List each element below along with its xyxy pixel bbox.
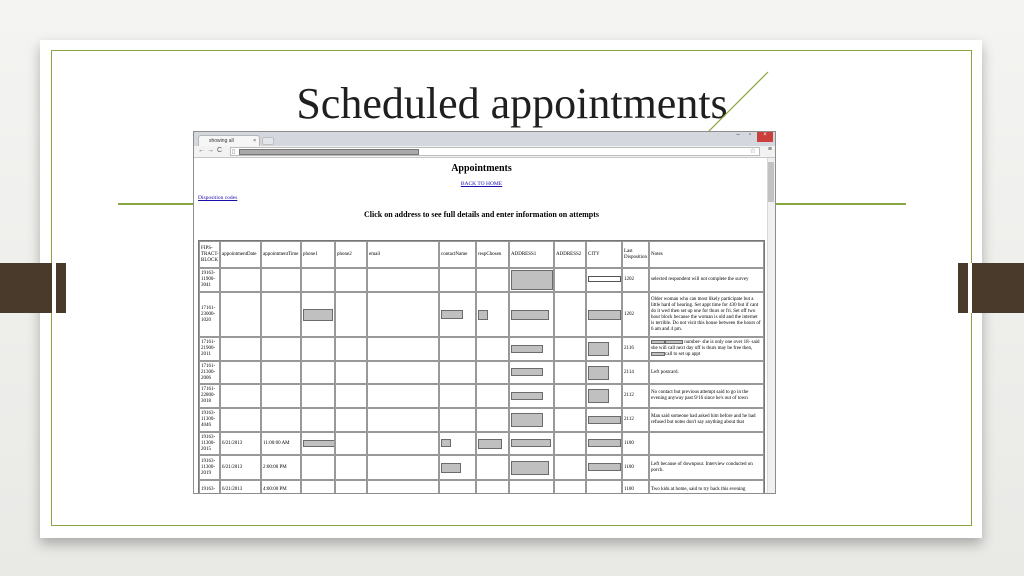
table-row	[199, 337, 764, 361]
browser-tab-bar	[194, 132, 775, 146]
email-cell	[367, 268, 439, 292]
scrollbar-thumb[interactable]	[768, 162, 774, 202]
fips-cell: 17161-21300-2006	[199, 361, 220, 384]
redacted-phone	[303, 440, 335, 447]
fips-cell: 19163-11900-3041	[199, 268, 220, 292]
back-arrow-icon[interactable]: ←	[198, 147, 205, 154]
phone2-cell	[335, 480, 367, 494]
disposition-codes-link[interactable]: Disposition codes	[198, 195, 238, 201]
phone2-cell	[335, 455, 367, 480]
contact-name-cell	[439, 268, 476, 292]
phone1-cell	[301, 432, 335, 455]
page-scrollbar[interactable]	[767, 158, 775, 494]
date-cell	[220, 408, 261, 432]
tab-close-icon[interactable]: ×	[253, 138, 256, 144]
disposition-cell: 1202	[622, 268, 649, 292]
phone2-cell	[335, 408, 367, 432]
phone1-cell	[301, 268, 335, 292]
back-to-home-link[interactable]: BACK TO HOME	[460, 181, 503, 187]
column-header: appointmentDate	[220, 241, 261, 268]
table-row	[199, 292, 764, 337]
column-header: contactName	[439, 241, 476, 268]
notes-cell: Left postcard.	[649, 361, 764, 384]
fips-cell: 17161-22800-3018	[199, 384, 220, 408]
redacted-city	[588, 276, 621, 282]
right-side-tab	[958, 263, 1024, 313]
city-cell	[586, 455, 622, 480]
resp-chosen-cell	[476, 480, 509, 494]
redacted-resp	[478, 310, 488, 320]
email-cell	[367, 361, 439, 384]
city-cell	[586, 268, 622, 292]
city-cell	[586, 361, 622, 384]
address1-cell[interactable]	[509, 480, 554, 494]
date-cell: 6/21/2013	[220, 432, 261, 455]
date-cell: 6/21/2013	[220, 455, 261, 480]
email-cell	[367, 292, 439, 337]
city-cell	[586, 337, 622, 361]
disposition-cell: 1100	[622, 480, 649, 494]
time-cell	[261, 384, 301, 408]
address2-cell	[554, 337, 586, 361]
email-cell	[367, 480, 439, 494]
page-heading: Appointments	[451, 163, 512, 174]
resp-chosen-cell	[476, 268, 509, 292]
browser-toolbar	[194, 146, 775, 158]
left-accent-line	[118, 203, 194, 205]
address2-cell	[554, 455, 586, 480]
redacted-city	[588, 463, 621, 471]
phone2-cell	[335, 268, 367, 292]
date-cell	[220, 292, 261, 337]
disposition-cell: 2112	[622, 408, 649, 432]
phone1-cell	[301, 384, 335, 408]
notes-cell: Left because of downpour. Interview conducted on porch.	[649, 455, 764, 480]
address2-cell	[554, 268, 586, 292]
redacted-contact	[441, 310, 463, 319]
minimize-icon[interactable]: –	[736, 132, 740, 138]
disposition-cell: 1202	[622, 292, 649, 337]
address1-cell[interactable]	[509, 384, 554, 408]
phone1-cell	[301, 361, 335, 384]
disposition-cell: 2112	[622, 384, 649, 408]
table-header-row	[199, 241, 764, 268]
column-header: ADDRESS2	[554, 241, 586, 268]
city-cell	[586, 432, 622, 455]
city-cell	[586, 292, 622, 337]
redacted-city	[588, 439, 621, 447]
address2-cell	[554, 408, 586, 432]
redacted-resp	[478, 439, 502, 449]
web-page	[194, 158, 775, 494]
phone2-cell	[335, 432, 367, 455]
time-cell	[261, 337, 301, 361]
redacted-url	[239, 149, 419, 155]
email-cell	[367, 408, 439, 432]
email-cell	[367, 432, 439, 455]
appointments-table	[198, 240, 765, 494]
phone1-cell	[301, 337, 335, 361]
contact-name-cell	[439, 384, 476, 408]
city-cell	[586, 384, 622, 408]
column-header: appointmentTime	[261, 241, 301, 268]
phone1-cell	[301, 480, 335, 494]
left-side-tab	[0, 263, 66, 313]
slide-title: Scheduled appointments	[296, 79, 728, 128]
redacted-note-phone	[665, 340, 683, 344]
table-row	[199, 455, 764, 480]
disposition-cell: 1100	[622, 455, 649, 480]
redacted-city	[588, 389, 609, 403]
window-close-icon[interactable]: ×	[757, 132, 773, 142]
column-header: phone2	[335, 241, 367, 268]
redacted-city	[588, 342, 609, 356]
resp-chosen-cell	[476, 408, 509, 432]
phone2-cell	[335, 384, 367, 408]
date-cell	[220, 361, 261, 384]
column-header: Last Disposition	[622, 241, 649, 268]
notes-cell	[649, 337, 764, 361]
address1-cell[interactable]	[509, 268, 554, 292]
note-text: number- she is only one over 18- said she will call next day off is thurs may be free then,	[651, 340, 760, 351]
fips-cell: 19163-11300-2019	[199, 455, 220, 480]
notes-cell: Older woman who can most likely participate but a little hard of hearing. Set appt time for 430 but if cant do it wed then set up one for thurs or fri. Set off two hour block because the woman is old and the internet is terrible. Do not visit this house between the hours of 6 am and 4 pm.	[649, 292, 764, 337]
column-header: CITY	[586, 241, 622, 268]
decorative-diagonal-line	[700, 70, 770, 140]
notes-cell: Man said someone had asked him before and he had refused but notes don't say anything about that	[649, 408, 764, 432]
forward-arrow-icon[interactable]: →	[207, 147, 214, 154]
redacted-address[interactable]	[511, 392, 543, 400]
contact-name-cell	[439, 480, 476, 494]
address1-cell[interactable]	[509, 361, 554, 384]
email-cell	[367, 384, 439, 408]
address2-cell	[554, 432, 586, 455]
fips-cell: 19163-11300-2015	[199, 432, 220, 455]
address2-cell	[554, 384, 586, 408]
column-header: email	[367, 241, 439, 268]
table-row	[199, 408, 764, 432]
time-cell: 2:00:00 PM	[261, 455, 301, 480]
notes-cell	[649, 432, 764, 455]
table-row	[199, 268, 764, 292]
table-row	[199, 432, 764, 455]
notes-cell: Two kids at home, said to try back this evening	[649, 480, 764, 494]
contact-name-cell	[439, 432, 476, 455]
bookmark-star-icon[interactable]: ☆	[749, 148, 756, 155]
browser-menu-icon[interactable]: ≡	[767, 146, 772, 153]
table-row	[199, 384, 764, 408]
page-icon: ▯	[232, 149, 236, 155]
resp-chosen-cell	[476, 361, 509, 384]
time-cell	[261, 292, 301, 337]
page-instruction: Click on address to see full details and enter information on attempts	[363, 210, 600, 219]
address-bar[interactable]	[230, 147, 760, 156]
fips-cell: 17161-21900-2011	[199, 337, 220, 361]
reload-icon[interactable]: C	[217, 147, 223, 154]
redacted-contact	[441, 439, 451, 447]
redacted-city	[588, 416, 621, 424]
note-text-2: call to set up appt	[665, 352, 701, 358]
time-cell: 4:00:00 PM	[261, 480, 301, 494]
phone2-cell	[335, 361, 367, 384]
table-row	[199, 480, 764, 494]
redacted-address[interactable]	[511, 413, 543, 427]
browser-tab[interactable]	[198, 135, 260, 146]
redacted-contact	[441, 463, 461, 473]
contact-name-cell	[439, 292, 476, 337]
redacted-address[interactable]	[511, 368, 543, 376]
time-cell: 11:00:00 AM	[261, 432, 301, 455]
redacted-address[interactable]	[511, 310, 549, 320]
redacted-address[interactable]	[511, 270, 553, 290]
address1-cell[interactable]	[509, 408, 554, 432]
fips-cell: 19163-11300-4046	[199, 408, 220, 432]
phone1-cell	[301, 455, 335, 480]
time-cell	[261, 268, 301, 292]
resp-chosen-cell	[476, 292, 509, 337]
notes-cell: selected respondent will not complete the survey	[649, 268, 764, 292]
city-cell	[586, 408, 622, 432]
address2-cell	[554, 361, 586, 384]
column-header: FIPS-TRACT-BLOCK	[199, 241, 220, 268]
resp-chosen-cell	[476, 455, 509, 480]
table-row	[199, 361, 764, 384]
redacted-note-name	[651, 340, 665, 344]
disposition-cell: 2114	[622, 361, 649, 384]
address1-cell[interactable]	[509, 455, 554, 480]
date-cell	[220, 268, 261, 292]
fips-cell: 19163-	[199, 480, 220, 494]
date-cell	[220, 384, 261, 408]
email-cell	[367, 337, 439, 361]
contact-name-cell	[439, 361, 476, 384]
time-cell	[261, 408, 301, 432]
redacted-address[interactable]	[511, 461, 549, 475]
notes-cell: No contact but previous attempt said to go in the evening anyway past 9/16 since he's out of town	[649, 384, 764, 408]
time-cell	[261, 361, 301, 384]
redacted-city	[588, 310, 621, 320]
column-header: respChosen	[476, 241, 509, 268]
redacted-phone	[303, 309, 333, 321]
new-tab-button[interactable]	[262, 137, 274, 145]
phone2-cell	[335, 292, 367, 337]
tab-title: showing all	[209, 138, 234, 144]
contact-name-cell	[439, 337, 476, 361]
date-cell: 6/21/2013	[220, 480, 261, 494]
right-accent-line	[776, 203, 906, 205]
phone1-cell	[301, 408, 335, 432]
maximize-icon[interactable]: ▫	[748, 132, 752, 138]
redacted-address[interactable]	[511, 439, 551, 447]
column-header: Notes	[649, 241, 764, 268]
disposition-cell: 1100	[622, 432, 649, 455]
resp-chosen-cell	[476, 384, 509, 408]
address2-cell	[554, 292, 586, 337]
fips-cell: 17161-23000-1020	[199, 292, 220, 337]
email-cell	[367, 455, 439, 480]
redacted-address[interactable]	[511, 345, 543, 353]
disposition-cell: 2116	[622, 337, 649, 361]
city-cell	[586, 480, 622, 494]
phone2-cell	[335, 337, 367, 361]
address1-cell[interactable]	[509, 337, 554, 361]
redacted-note-name-2	[651, 352, 665, 356]
resp-chosen-cell	[476, 432, 509, 455]
address1-cell[interactable]	[509, 432, 554, 455]
resp-chosen-cell	[476, 337, 509, 361]
address2-cell	[554, 480, 586, 494]
date-cell	[220, 337, 261, 361]
column-header: ADDRESS1	[509, 241, 554, 268]
address1-cell[interactable]	[509, 292, 554, 337]
contact-name-cell	[439, 408, 476, 432]
contact-name-cell	[439, 455, 476, 480]
phone1-cell	[301, 292, 335, 337]
column-header: phone1	[301, 241, 335, 268]
redacted-city	[588, 366, 609, 380]
browser-screenshot	[193, 131, 776, 494]
